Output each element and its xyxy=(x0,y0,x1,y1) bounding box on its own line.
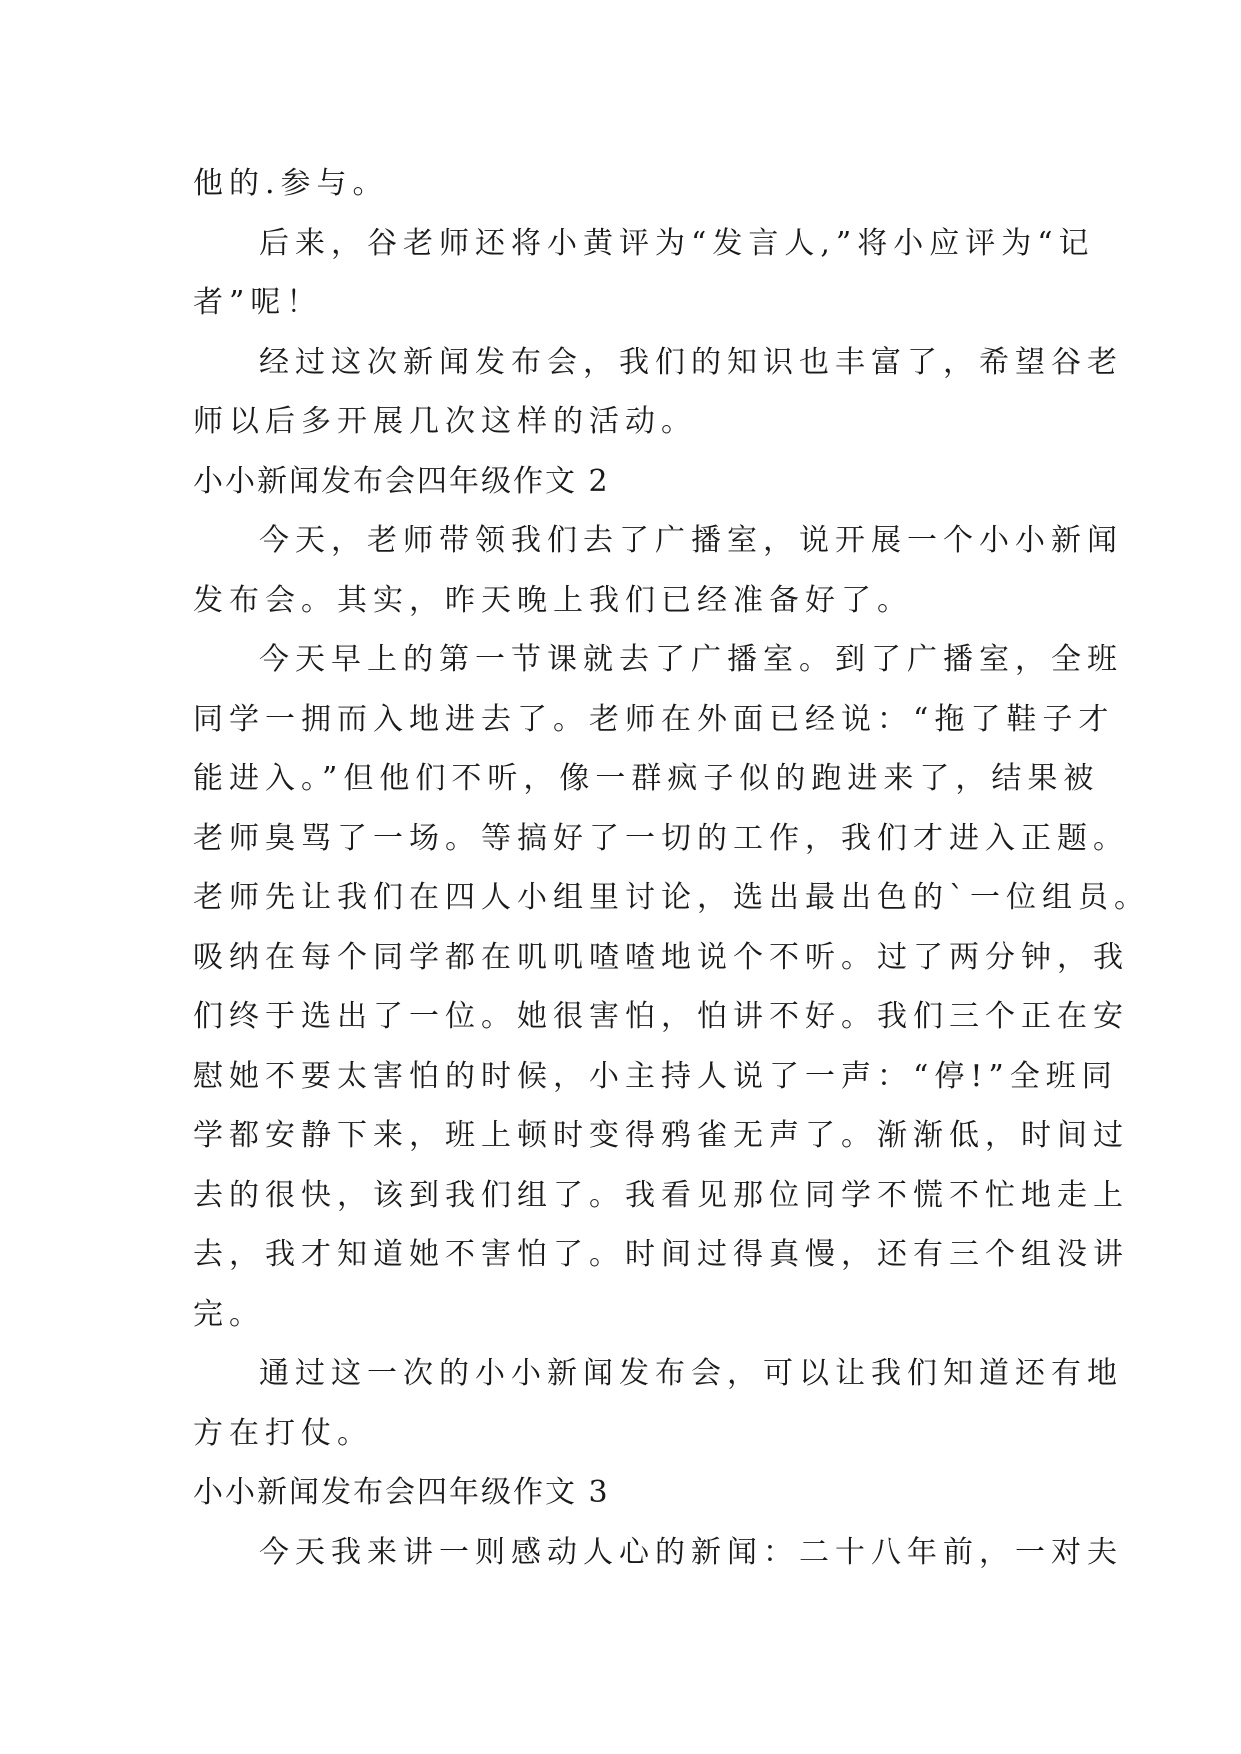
document-body xyxy=(193,154,1150,1582)
text-line: 去的很快，该到我们组了。我看见那位同学不慌不忙地走上 xyxy=(193,1177,1129,1213)
text-line: 去，我才知道她不害怕了。时间过得真慢，还有三个组没讲 xyxy=(193,1237,1129,1272)
text-line: 方在打仗。 xyxy=(193,1415,373,1451)
text-line: 发布会。其实，昨天晚上我们已经准备好了。 xyxy=(193,582,913,618)
text-line: 者”呢！ xyxy=(193,285,323,320)
text-line: 同学一拥而入地进去了。老师在外面已经说：“拖了鞋子才 xyxy=(193,701,1115,737)
text-line: 老师先让我们在四人小组里讨论，选出最出色的`一位组员。 xyxy=(193,880,1150,915)
text-line: 吸纳在每个同学都在叽叽喳喳地说个不听。过了两分钟，我 xyxy=(193,939,1129,975)
text-line: 他的.参与。 xyxy=(193,166,389,201)
text-line: 今天我来讲一则感动人心的新闻：二十八年前，一对夫 xyxy=(259,1534,1123,1570)
text-line: 今天早上的第一节课就去了广播室。到了广播室，全班 xyxy=(259,642,1123,677)
text-line: 通过这一次的小小新闻发布会，可以让我们知道还有地 xyxy=(259,1356,1123,1391)
text-line: 学都安静下来，班上顿时变得鸦雀无声了。渐渐低，时间过 xyxy=(193,1118,1129,1153)
text-line: 后来，谷老师还将小黄评为“发言人,”将小应评为“记 xyxy=(259,225,1095,261)
text-line: 们终于选出了一位。她很害怕，怕讲不好。我们三个正在安 xyxy=(193,999,1129,1034)
section-heading: 小小新闻发布会四年级作文 2 xyxy=(193,463,610,499)
text-line: 老师臭骂了一场。等搞好了一切的工作，我们才进入正题。 xyxy=(193,820,1129,856)
text-line: 今天，老师带领我们去了广播室，说开展一个小小新闻 xyxy=(259,523,1123,558)
text-line: 经过这次新闻发布会，我们的知识也丰富了，希望谷老 xyxy=(259,344,1123,380)
text-line: 师以后多开展几次这样的活动。 xyxy=(193,404,697,439)
text-line: 慰她不要太害怕的时候，小主持人说了一声：“停!”全班同 xyxy=(193,1058,1118,1094)
text-line: 能进入。”但他们不听，像一群疯子似的跑进来了，结果被 xyxy=(193,761,1100,796)
section-heading: 小小新闻发布会四年级作文 3 xyxy=(193,1475,610,1510)
text-line: 完。 xyxy=(193,1296,265,1332)
